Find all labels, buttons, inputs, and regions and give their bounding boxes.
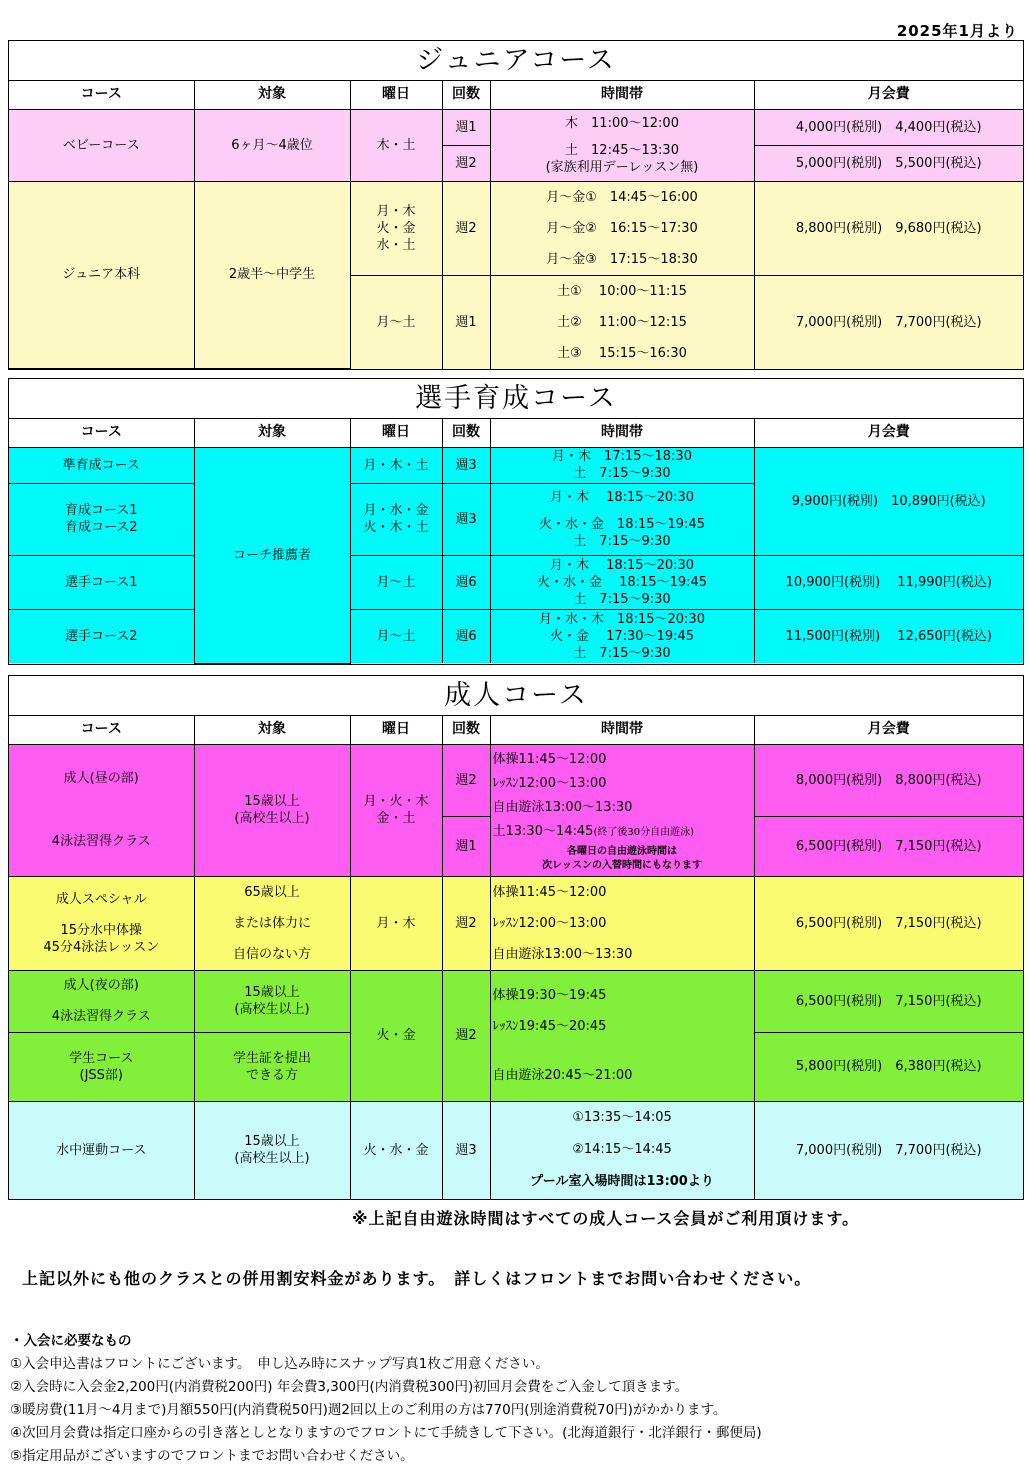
time-line: 土 7:15～9:30: [573, 466, 671, 481]
time-line: 月・木 18:15～20:30: [549, 489, 695, 505]
name-line: 成人(夜の部): [63, 978, 139, 993]
course-count: 週1: [442, 275, 490, 369]
course-name: [9, 1032, 194, 1101]
name-line: 育成コース2: [64, 520, 138, 535]
adult-course-section: [8, 675, 1024, 1200]
course-time: [490, 970, 754, 1101]
course-name: ベビーコース: [9, 109, 194, 181]
time-line: ②14:15～14:45: [572, 1142, 672, 1158]
course-fee: 11,500円(税別) 12,650円(税込): [754, 609, 1023, 663]
header-day: 曜日: [350, 81, 442, 109]
time-line: 自由遊泳13:00～13:30: [492, 799, 633, 815]
target-line: 15歳以上: [244, 985, 300, 1000]
table-row: [9, 744, 1023, 816]
course-name: 準育成コース: [9, 447, 194, 483]
course-count: 週3: [442, 1101, 490, 1199]
header-day: 曜日: [350, 419, 442, 447]
course-fee: 7,000円(税別) 7,700円(税込): [754, 1101, 1023, 1199]
name-line: 成人スペシャル: [55, 891, 147, 907]
time-text: 土13:30～14:45: [492, 823, 594, 839]
target-line: または体力に: [232, 915, 311, 931]
list-item: ①入会申込書はフロントにございます。 申し込み時にスナップ写真1枚ご用意ください。: [10, 1356, 549, 1372]
name-line: (JSS部): [79, 1067, 123, 1083]
time-note: 次レッスンの入替時間にもなります: [542, 859, 702, 871]
header-fee: 月会費: [754, 419, 1023, 447]
list-item: ④次回月会費は指定口座からの引き落としとなりますのでフロントにて手続きして下さい。(北海道銀行・北洋銀行・郵便局): [10, 1425, 762, 1441]
course-fee: 7,000円(税別) 7,700円(税込): [754, 275, 1023, 369]
table-row: [9, 447, 1023, 483]
time-line: ﾚｯｽﾝ12:00～13:00: [492, 915, 607, 931]
course-time: [490, 555, 754, 609]
header-row: [9, 716, 1023, 744]
time-line: 体操11:45～12:00: [492, 884, 607, 900]
time-line: 土③ 15:15～16:30: [557, 345, 687, 361]
header-course: コース: [9, 419, 194, 447]
day-line: 水・土: [376, 237, 416, 253]
adult-course-title: 成人コース: [9, 676, 1023, 716]
time-line: 月・木 17:15～18:30: [552, 449, 692, 464]
course-day: 木・土: [350, 109, 442, 181]
course-fee: 4,000円(税別) 4,400円(税込): [754, 109, 1023, 145]
time-line: 土① 10:00～11:15: [557, 283, 687, 299]
course-name: ジュニア本科: [9, 181, 194, 369]
course-count: 週2: [442, 970, 490, 1101]
course-name: [9, 483, 194, 555]
header-time: 時間帯: [490, 419, 754, 447]
time-line: 火・水・金 18:15～19:45: [536, 574, 708, 590]
time-line: [493, 820, 752, 845]
name-line: 学生コース: [69, 1050, 134, 1066]
adult-course-table: [9, 716, 1023, 1199]
header-time: 時間帯: [490, 716, 754, 744]
time-line: 土 7:15～9:30: [573, 645, 671, 661]
time-line: 土② 11:00～12:15: [557, 314, 687, 330]
time-line: 火・水・金 18:15～19:45: [539, 516, 705, 532]
table-row: [9, 181, 1023, 275]
time-line: 土 7:15～9:30: [573, 533, 671, 549]
time-line: 自由遊泳20:45～21:00: [492, 1068, 633, 1083]
table-row: [9, 876, 1023, 970]
header-target: 対象: [194, 716, 350, 744]
day-line: 金・土: [376, 811, 416, 826]
course-target: 6ヶ月～4歳位: [194, 109, 350, 181]
header-target: 対象: [194, 81, 350, 109]
day-line: 月・水・金: [363, 503, 429, 518]
course-time: [490, 609, 754, 663]
target-line: できる方: [245, 1067, 298, 1083]
junior-course-section: [8, 40, 1024, 370]
header-row: [9, 81, 1023, 109]
course-count: 週3: [442, 483, 490, 555]
name-line: 45分4泳法レッスン: [43, 939, 160, 955]
header-day: 曜日: [350, 716, 442, 744]
target-line: (高校生以上): [234, 1151, 310, 1167]
course-time: [490, 109, 754, 181]
time-line: 自由遊泳13:00～13:30: [492, 946, 633, 962]
table-row: [9, 1101, 1023, 1199]
target-line: 15歳以上: [244, 1134, 300, 1150]
list-item: ⑤指定用品がございますのでフロントまでお問い合わせください。: [10, 1448, 414, 1464]
course-count: 週2: [442, 744, 490, 816]
course-count: 週1: [442, 816, 490, 876]
time-line: ﾚｯｽﾝ19:45～20:45: [492, 1019, 607, 1034]
course-count: 週2: [442, 876, 490, 970]
course-target: [194, 1101, 350, 1199]
course-count: 週6: [442, 555, 490, 609]
day-line: 火・木・土: [363, 520, 429, 535]
time-line: 木 11:00～12:00: [565, 115, 679, 131]
course-day: 月～土: [350, 275, 442, 369]
day-line: 火・金: [376, 220, 416, 236]
header-count: 回数: [442, 419, 490, 447]
athlete-course-title: 選手育成コース: [9, 379, 1023, 419]
time-line: 土 7:15～9:30: [573, 591, 671, 607]
course-name: 選手コース2: [9, 609, 194, 663]
time-line: ﾚｯｽﾝ12:00～13:00: [492, 775, 607, 791]
day-line: 月・火・木: [363, 794, 429, 809]
course-day: [350, 181, 442, 275]
course-count: 週1: [442, 109, 490, 145]
course-name: [9, 744, 194, 876]
header-course: コース: [9, 716, 194, 744]
course-count: 週2: [442, 145, 490, 181]
course-target: 2歳半～中学生: [194, 181, 350, 369]
discount-note: 上記以外にも他のクラスとの併用割安料金があります。 詳しくはフロントまでお問い合わせください。: [22, 1269, 812, 1288]
table-row: [9, 109, 1023, 145]
course-target: [194, 1032, 350, 1101]
time-line: ①13:35～14:05: [572, 1110, 672, 1126]
athlete-course-table: [9, 419, 1023, 664]
course-fee: 9,900円(税別) 10,890円(税込): [754, 447, 1023, 555]
course-time: [490, 876, 754, 970]
course-name: [9, 876, 194, 970]
course-count: 週6: [442, 609, 490, 663]
name-line: 育成コース1: [64, 503, 138, 518]
time-line: 土 12:45～13:30: [565, 142, 679, 158]
day-line: 月・木: [376, 203, 416, 219]
course-time: [490, 181, 754, 275]
name-line: 4泳法習得クラス: [51, 1009, 151, 1024]
target-line: 自信のない方: [232, 946, 311, 962]
course-day: 火・水・金: [350, 1101, 442, 1199]
target-line: (高校生以上): [234, 811, 310, 826]
time-note: プール室入場時間は13:00より: [530, 1174, 714, 1190]
course-day: [350, 483, 442, 555]
course-fee: 6,500円(税別) 7,150円(税込): [754, 816, 1023, 876]
course-time: [490, 275, 754, 369]
time-line: 体操19:30～19:45: [492, 988, 607, 1003]
course-fee: 6,500円(税別) 7,150円(税込): [754, 970, 1023, 1032]
time-line: (家族利用デーレッスン無): [545, 159, 699, 175]
header-fee: 月会費: [754, 716, 1023, 744]
course-target: [194, 744, 350, 876]
list-item: ②入会時に入会金2,200円(内消費税200円) 年会費3,300円(内消費税300円)初回月会費をご入金して頂きます。: [10, 1379, 689, 1395]
course-fee: 6,500円(税別) 7,150円(税込): [754, 876, 1023, 970]
target-line: 学生証を提出: [232, 1050, 311, 1066]
course-day: 月～土: [350, 609, 442, 663]
requirements-list: [10, 1330, 762, 1468]
junior-course-title: ジュニアコース: [9, 41, 1023, 81]
name-line: 15分水中体操: [60, 922, 143, 938]
course-fee: 8,000円(税別) 8,800円(税込): [754, 744, 1023, 816]
course-day: 月・木・土: [350, 447, 442, 483]
course-fee: 8,800円(税別) 9,680円(税込): [754, 181, 1023, 275]
header-target: 対象: [194, 419, 350, 447]
time-line: 月・水・木 18:15～20:30: [539, 611, 705, 627]
course-name: 水中運動コース: [9, 1101, 194, 1199]
table-row: [9, 970, 1023, 1032]
junior-course-table: [9, 81, 1023, 369]
course-fee: 5,000円(税別) 5,500円(税込): [754, 145, 1023, 181]
requirements-heading: ・入会に必要なもの: [10, 1333, 132, 1349]
name-line: 成人(昼の部): [63, 771, 139, 786]
target-line: (高校生以上): [234, 1002, 310, 1017]
time-line: 火・金 17:30～19:45: [549, 628, 695, 644]
header-count: 回数: [442, 716, 490, 744]
time-note: 各曜日の自由遊泳時間は: [567, 845, 677, 857]
course-count: 週3: [442, 447, 490, 483]
athlete-course-section: [8, 378, 1024, 665]
course-name: 選手コース1: [9, 555, 194, 609]
course-target: [194, 970, 350, 1032]
target-line: 15歳以上: [244, 794, 300, 809]
course-day: 月・木: [350, 876, 442, 970]
table-row: [9, 555, 1023, 609]
name-line: 4泳法習得クラス: [51, 834, 151, 849]
time-line: 月～金③ 17:15～18:30: [546, 251, 698, 267]
list-item: ③暖房費(11月～4月まで)月額550円(内消費税50円)週2回以上のご利用の方は770円(別途消費税70円)がかかります。: [10, 1402, 727, 1418]
course-fee: 5,800円(税別) 6,380円(税込): [754, 1032, 1023, 1101]
course-fee: 10,900円(税別) 11,990円(税込): [754, 555, 1023, 609]
time-line: 月～金① 14:45～16:00: [546, 189, 698, 205]
free-swim-note: ※上記自由遊泳時間はすべての成人コース会員がご利用頂けます。: [352, 1209, 860, 1228]
course-target: [194, 876, 350, 970]
course-name: [9, 970, 194, 1032]
time-line: 月・木 18:15～20:30: [549, 557, 695, 573]
course-day: 月～土: [350, 555, 442, 609]
effective-date: 2025年1月より: [896, 22, 1018, 40]
time-line: 月～金② 16:15～17:30: [546, 220, 698, 236]
course-target: コーチ推薦者: [194, 447, 350, 663]
header-course: コース: [9, 81, 194, 109]
header-fee: 月会費: [754, 81, 1023, 109]
time-line: 体操11:45～12:00: [492, 751, 607, 767]
time-note: (終了後30分自由遊泳): [593, 826, 694, 838]
target-line: 65歳以上: [244, 884, 300, 900]
header-time: 時間帯: [490, 81, 754, 109]
course-time: [490, 483, 754, 555]
header-row: [9, 419, 1023, 447]
course-count: 週2: [442, 181, 490, 275]
course-time: [490, 447, 754, 483]
course-time: [490, 1101, 754, 1199]
table-row: [9, 609, 1023, 663]
course-day: [350, 744, 442, 876]
course-time: [490, 744, 754, 876]
course-day: 火・金: [350, 970, 442, 1101]
header-count: 回数: [442, 81, 490, 109]
